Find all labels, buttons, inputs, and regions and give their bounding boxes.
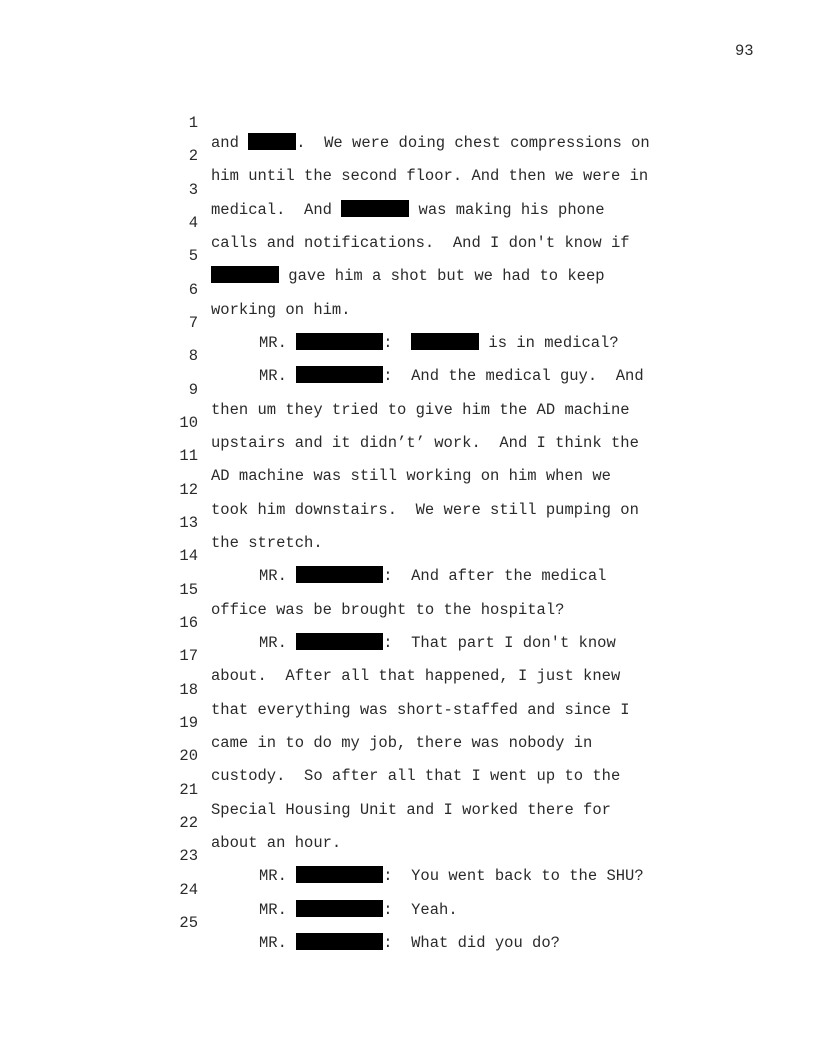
redaction-block [296, 933, 383, 950]
page-number: 93 [735, 42, 754, 60]
line-number: 9 [188, 381, 198, 399]
line-number: 11 [179, 447, 198, 465]
line-text: then um they tried to give him the AD machine [211, 401, 630, 419]
transcript-line [0, 260, 351, 319]
line-number: 7 [188, 314, 198, 332]
line-text-segment: And the medical guy. And [411, 367, 644, 385]
redaction-block [296, 566, 383, 583]
line-text [259, 866, 644, 886]
line-text: came in to do my job, there was nobody in [211, 734, 593, 752]
speaker-colon: : [383, 334, 412, 352]
line-number: 13 [179, 514, 198, 532]
line-text [259, 333, 619, 353]
line-text [211, 266, 605, 286]
transcript-line [0, 793, 342, 852]
redaction-block [296, 333, 383, 350]
speaker-colon: : [383, 934, 412, 952]
redaction-block [411, 333, 479, 350]
line-number: 6 [188, 281, 198, 299]
line-number: 16 [179, 614, 198, 632]
line-text [211, 200, 605, 220]
line-text-segment: and [211, 134, 249, 152]
line-text [259, 366, 644, 386]
line-text: him until the second floor. And then we were in [211, 167, 649, 185]
speaker-prefix: MR. [259, 567, 297, 585]
line-text: office was be brought to the hospital? [211, 601, 565, 619]
speaker-colon: : [383, 367, 412, 385]
line-text-segment: is in medical? [479, 334, 619, 352]
line-text: custody. So after all that I went up to the [211, 767, 621, 785]
speaker-prefix: MR. [259, 367, 297, 385]
line-text [259, 633, 616, 653]
line-number: 22 [179, 814, 198, 832]
speaker-colon: : [383, 867, 412, 885]
line-number: 17 [179, 647, 198, 665]
line-number: 3 [188, 181, 198, 199]
redaction-block [211, 266, 279, 283]
line-text-segment: What did you do? [411, 934, 560, 952]
line-text: that everything was short-staffed and since I [211, 701, 630, 719]
line-text: the stretch. [211, 534, 323, 552]
line-text-segment: You went back to the SHU? [411, 867, 644, 885]
redaction-block [296, 900, 383, 917]
line-text-segment: . We were doing chest compressions on [296, 134, 650, 152]
line-number: 8 [188, 347, 198, 365]
line-text: working on him. [211, 301, 351, 319]
line-number: 10 [179, 414, 198, 432]
line-text-segment: Yeah. [411, 901, 458, 919]
line-text: took him downstairs. We were still pumping on [211, 501, 639, 519]
speaker-prefix: MR. [259, 934, 297, 952]
redaction-block [296, 366, 383, 383]
line-number: 15 [179, 581, 198, 599]
speaker-prefix: MR. [259, 634, 297, 652]
speaker-prefix: MR. [259, 867, 297, 885]
speaker-prefix: MR. [259, 334, 297, 352]
line-number: 25 [179, 914, 198, 932]
speaker-colon: : [383, 901, 412, 919]
line-number: 2 [188, 147, 198, 165]
redaction-block [248, 133, 296, 150]
line-text: about. After all that happened, I just knew [211, 667, 621, 685]
transcript-line [0, 493, 323, 552]
line-number: 12 [179, 481, 198, 499]
redaction-block [296, 866, 383, 883]
speaker-prefix: MR. [259, 901, 297, 919]
line-text [259, 566, 606, 586]
line-number: 1 [188, 114, 198, 132]
line-text-segment: medical. And [211, 201, 342, 219]
transcript-line [0, 860, 458, 919]
line-text [259, 933, 560, 953]
line-number: 23 [179, 847, 198, 865]
line-number: 5 [188, 247, 198, 265]
line-number: 14 [179, 547, 198, 565]
speaker-colon: : [383, 634, 412, 652]
line-text-segment: That part I don't know [411, 634, 616, 652]
line-text: about an hour. [211, 834, 342, 852]
line-number: 18 [179, 681, 198, 699]
speaker-colon: : [383, 567, 412, 585]
line-text [211, 133, 650, 153]
line-text-segment: was making his phone [409, 201, 605, 219]
line-number: 20 [179, 747, 198, 765]
redaction-block [341, 200, 409, 217]
line-text: upstairs and it didn’t’ work. And I think the [211, 434, 639, 452]
line-text: AD machine was still working on him when we [211, 467, 611, 485]
line-text: Special Housing Unit and I worked there for [211, 801, 611, 819]
line-text-segment: gave him a shot but we had to keep [279, 267, 605, 285]
line-number: 19 [179, 714, 198, 732]
redaction-block [296, 633, 383, 650]
line-number: 21 [179, 781, 198, 799]
line-text: calls and notifications. And I don't know if [211, 234, 630, 252]
transcript-line [0, 93, 650, 152]
line-number: 24 [179, 881, 198, 899]
line-text [259, 900, 458, 920]
line-text-segment: And after the medical [411, 567, 607, 585]
line-number: 4 [188, 214, 198, 232]
